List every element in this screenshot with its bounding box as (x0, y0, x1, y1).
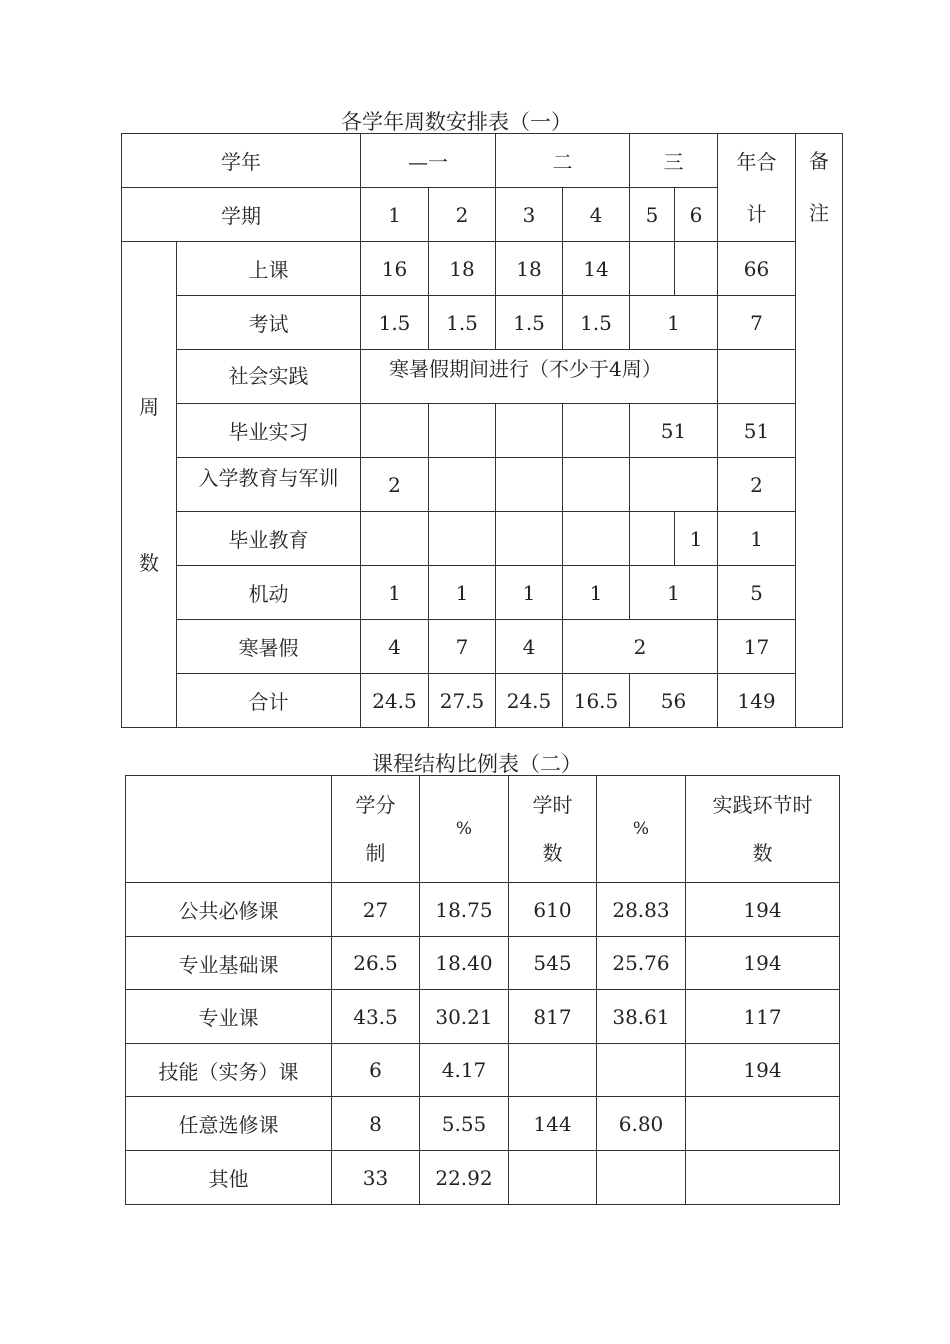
row-label-exam: 考试 (177, 296, 361, 350)
course-name: 专业基础课 (126, 937, 332, 990)
course-hours-pct: 6.80 (597, 1097, 686, 1151)
cell-vacation-t3: 4 (496, 620, 563, 674)
cell-military-y3 (630, 458, 718, 512)
course-name: 技能（实务）课 (126, 1044, 332, 1097)
course-hours-pct (597, 1044, 686, 1097)
cell-internship-t1 (361, 404, 429, 458)
course-hours: 545 (509, 937, 597, 990)
course-hours-pct: 38.61 (597, 990, 686, 1044)
cell-flexible-total: 5 (718, 566, 796, 620)
cell-grad-edu-t5 (630, 512, 675, 566)
cell-lecture-t3: 18 (496, 242, 563, 296)
cell-internship-total: 51 (718, 404, 796, 458)
term-3-header: 3 (496, 188, 563, 242)
cell-grad-edu-t2 (429, 512, 496, 566)
cell-military-t4 (563, 458, 630, 512)
course-credits: 27 (332, 883, 420, 937)
header-blank (126, 776, 332, 883)
table-row (126, 990, 840, 1044)
cell-military-t1: 2 (361, 458, 429, 512)
course-name: 公共必修课 (126, 883, 332, 937)
course-credits-pct: 22.92 (420, 1151, 509, 1205)
term-4-header: 4 (563, 188, 630, 242)
row-label-graduation-education: 毕业教育 (177, 512, 361, 566)
weeks-schedule-table (121, 133, 843, 728)
cell-vacation-total: 17 (718, 620, 796, 674)
course-hours (509, 1151, 597, 1205)
course-credits: 8 (332, 1097, 420, 1151)
course-practice (686, 1151, 840, 1205)
course-credits-pct: 5.55 (420, 1097, 509, 1151)
course-credits-pct: 18.40 (420, 937, 509, 990)
table-row (126, 1044, 840, 1097)
course-name: 任意选修课 (126, 1097, 332, 1151)
cell-grad-edu-total: 1 (718, 512, 796, 566)
course-hours: 610 (509, 883, 597, 937)
course-hours (509, 1044, 597, 1097)
cell-sum-t4: 16.5 (563, 674, 630, 728)
cell-exam-t3: 1.5 (496, 296, 563, 350)
cell-vacation-t1: 4 (361, 620, 429, 674)
cell-flexible-t2: 1 (429, 566, 496, 620)
table2-title: 课程结构比例表（二） (372, 752, 582, 776)
cell-sum-total: 149 (718, 674, 796, 728)
cell-internship-t4 (563, 404, 630, 458)
row-label-social-practice: 社会实践 (177, 350, 361, 404)
cell-exam-t2: 1.5 (429, 296, 496, 350)
cell-lecture-t6 (675, 242, 718, 296)
cell-social-practice-note (361, 350, 718, 404)
header-hours-line1: 学时 (532, 793, 573, 817)
row-label-sum: 合计 (177, 674, 361, 728)
row-label-military-training: 入学教育与军训 (177, 458, 361, 512)
row-label-flexible: 机动 (177, 566, 361, 620)
cell-flexible-y3: 1 (630, 566, 718, 620)
cell-exam-t4: 1.5 (563, 296, 630, 350)
course-hours-pct (597, 1151, 686, 1205)
year-total-header-line2: 计 (746, 201, 767, 226)
header-hours (509, 776, 597, 883)
header-practice-hours (686, 776, 840, 883)
term-5-header: 5 (630, 188, 675, 242)
cell-grad-edu-t1 (361, 512, 429, 566)
weeks-side-label (122, 242, 177, 728)
row-label-internship: 毕业实习 (177, 404, 361, 458)
social-practice-note-text: 寒暑假期间进行（不少于4周） (389, 357, 662, 381)
cell-military-t2 (429, 458, 496, 512)
cell-grad-edu-t3 (496, 512, 563, 566)
year2-header: 二 (496, 134, 630, 188)
header-credits (332, 776, 420, 883)
year1-header: —一 (361, 134, 496, 188)
cell-flexible-t3: 1 (496, 566, 563, 620)
cell-lecture-t2: 18 (429, 242, 496, 296)
cell-vacation-t4-6: 2 (563, 620, 718, 674)
header-practice-line1: 实践环节时 (712, 793, 813, 817)
course-hours: 817 (509, 990, 597, 1044)
cell-flexible-t1: 1 (361, 566, 429, 620)
remark-header-line2: 注 (809, 201, 829, 225)
cell-lecture-t5 (630, 242, 675, 296)
cell-internship-y3: 51 (630, 404, 718, 458)
cell-sum-y3: 56 (630, 674, 718, 728)
course-name: 其他 (126, 1151, 332, 1205)
cell-grad-edu-t6: 1 (675, 512, 718, 566)
cell-grad-edu-t4 (563, 512, 630, 566)
course-practice: 117 (686, 990, 840, 1044)
row-label-vacation: 寒暑假 (177, 620, 361, 674)
header-hours-line2: 数 (542, 841, 563, 865)
cell-lecture-total: 66 (718, 242, 796, 296)
row-label-lecture: 上课 (177, 242, 361, 296)
cell-military-t3 (496, 458, 563, 512)
table-row (126, 1151, 840, 1205)
year-total-header (718, 134, 796, 242)
remark-header-line1: 备 (809, 149, 829, 173)
header-credits-line2: 制 (365, 841, 386, 865)
term-2-header: 2 (429, 188, 496, 242)
course-practice (686, 1097, 840, 1151)
cell-sum-t2: 27.5 (429, 674, 496, 728)
course-credits: 26.5 (332, 937, 420, 990)
cell-sum-t1: 24.5 (361, 674, 429, 728)
cell-lecture-t1: 16 (361, 242, 429, 296)
cell-sum-t3: 24.5 (496, 674, 563, 728)
term-header-label: 学期 (122, 188, 361, 242)
header-credits-percent: % (420, 776, 509, 883)
course-structure-table (125, 775, 840, 1205)
term-1-header: 1 (361, 188, 429, 242)
cell-flexible-t4: 1 (563, 566, 630, 620)
cell-social-practice-total (718, 350, 796, 404)
cell-internship-t2 (429, 404, 496, 458)
header-credits-line1: 学分 (355, 793, 396, 817)
course-credits: 43.5 (332, 990, 420, 1044)
table1-title: 各学年周数安排表（一） (341, 110, 572, 134)
weeks-side-label-top: 周 (139, 394, 159, 419)
course-hours-pct: 25.76 (597, 937, 686, 990)
year3-header: 三 (630, 134, 718, 188)
course-credits: 6 (332, 1044, 420, 1097)
course-practice: 194 (686, 937, 840, 990)
cell-military-total: 2 (718, 458, 796, 512)
course-practice: 194 (686, 883, 840, 937)
cell-exam-total: 7 (718, 296, 796, 350)
header-hours-percent: % (597, 776, 686, 883)
course-hours: 144 (509, 1097, 597, 1151)
remark-column (796, 134, 843, 728)
year-total-header-line1: 年合 (736, 149, 777, 174)
year-header-label: 学年 (122, 134, 361, 188)
course-credits-pct: 18.75 (420, 883, 509, 937)
course-practice: 194 (686, 1044, 840, 1097)
course-credits-pct: 4.17 (420, 1044, 509, 1097)
cell-internship-t3 (496, 404, 563, 458)
table-row (126, 883, 840, 937)
course-hours-pct: 28.83 (597, 883, 686, 937)
cell-lecture-t4: 14 (563, 242, 630, 296)
weeks-side-label-bottom: 数 (139, 550, 159, 575)
table-row (126, 937, 840, 990)
course-credits: 33 (332, 1151, 420, 1205)
table-row (126, 1097, 840, 1151)
cell-exam-y3: 1 (630, 296, 718, 350)
course-credits-pct: 30.21 (420, 990, 509, 1044)
header-practice-line2: 数 (752, 841, 773, 865)
cell-exam-t1: 1.5 (361, 296, 429, 350)
cell-vacation-t2: 7 (429, 620, 496, 674)
course-name: 专业课 (126, 990, 332, 1044)
term-6-header: 6 (675, 188, 718, 242)
